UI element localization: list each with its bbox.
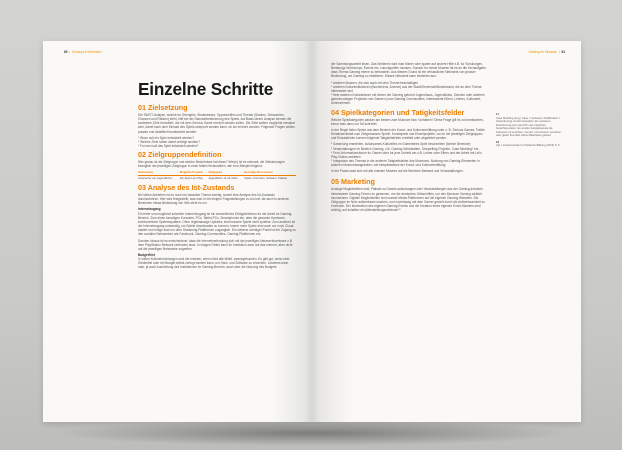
matrix-cell: Ein Spiel Let's Play [179, 176, 203, 180]
netzwerk-item: * freie anderen Kulturakteure mit denen der Gaming gebuhrt Jugendhaus, Jugendklubs, Schulen oder anderen gemeinnutzigen Projekten von Gamern (zum Gaming-Communities, interessierte Eltern, Lehrers, Kulturamt, Unternehmen. [331, 93, 485, 106]
matrix-cell: Ansprache von Jugendlichen [138, 176, 173, 180]
matrix-header: Zielsetzung [138, 171, 180, 176]
page-title: Einzelne Schritte [138, 79, 274, 99]
footnote-marker: 18 [496, 140, 499, 144]
magazine-spread [43, 41, 581, 422]
taetigkeitsfeld-item: * Sammlung erarbeiten, kultursames Kulturelles im Game/eines Spiel beschreiben (kleine/ Bereiche) [331, 142, 471, 147]
internetzugang-text: Ein freier und moglichst schneller Internetzugang ist ein wesentliches Erfolgskriterium fur die Arbeit im Gaming-Bereich. Zum einen benotigen Konsolen, PCs, Tablet-PCs, Smartphones etc. aber die gesamte Hardware, kontinuierliche Systemupdates. Ohne regelmassige Updates, sind manche Spiele nicht spielbar. Zum anderen ist der Internetzugang notwendig, um Spiele downloaden zu konnen. Immer mehr Spiele sind auch nur noch Cloud-basiert und einige sind nur uber Streaming-Plattformen zuganglich. Ein weiterer wichtiger Punkt ist der Zugang zu den sozialen Netzwerken wie Facebook, Gaming-Communities, Gaming-Plattformen etc. [138, 211, 296, 237]
netzwerk-item: * anderen Kulturinstitutionen (Bucheriens, Archive) aus der Stadt/Gemeinde/Bundesland, die an dem Thema interessiert sind [331, 84, 482, 93]
section-heading-marketing: 05 Marketing [331, 177, 375, 187]
right-column [331, 62, 489, 214]
budgetfrist-text: In vielen Kultureinrichtungen sind die meisten, wenn nicht alle Mittel, zweckgebunden. Es gibt gut, wenn uber Geldmittel oder ein Budget selbst verfugt werden kann, um Hard- und Software zu erwerben. Letzteres kann man, ja auch Ausrichtung des Institutionen im Gaming-Bereich, auch uber die Nutzung des Budgets [138, 257, 290, 270]
matrix-header: Mogliche Projekte [180, 171, 208, 176]
taetigkeitsfeld-item: * Integration des Themas in die anderen Tatigkeitsfelder des Museums: Nutzung von Gaming-Elementen in anderen Museumsangeboten, wie beispielsweise der Kunst- und Kulturvermittlung [331, 158, 480, 168]
taetigkeitsfeld-item: * Veranstaltungen im Bereich Gaming, z.B. Gaming-Werkstatten, Storytelling-Projekte, Case Modding* etc. [331, 146, 480, 151]
marketing-text: Analoge Moglichkeiten sind: Plakate zu Games aufzuhangen oder Veranstaltungen aus der Gaming-Industrie, interessierte Gaming-Firmen zu gewinnen, um die deutschen Zeitschriften, um den Museum Gaming wirklich einzusetzen. Digitale Moglichkeiten sind soziale Media-Plattformen auf die eigenen Gaming Websites. Die Zielgruppe im Netz aufmerksam machen, und zuverlassig mit dem Gamer gezielt durch die Aufmerksamkeit zu erreichen. Der Moderation des eigenen Gaming-Events und die Kreation eines eigenen Event-Namens sind wichtig, auf schaffen ein Alleinstellungsmerkmal.** [331, 187, 485, 213]
zielgruppe-text: Wer genau ist die Zielgruppe und welche Bedurfnisse hat diese? Wer(n) ist es relevant, die Zielsetzungen bezuglich der jeweiligen Zielgruppe in einer Matrix festzuhalten, wie zum Beispiel folgend: [138, 160, 285, 169]
zielsetzung-question: * Fur wen soll das Spiel entwickelt werden? [138, 144, 199, 149]
matrix-header: Zielgruppe [208, 171, 244, 176]
left-running-head: 60 | Konzept & Methoden [64, 50, 102, 54]
netzwerk-text: Daruber hinaus ist es entscheidend, dass die Internetverbindung sich mit der jeweiligen Netzwerkhardware z.B. dem PlayStation Network verbinden lasst. In einigen Fallen kann Ihr Institution zwar auf das Internet, aber nicht auf die jeweiligen Netzwerke zugreifen. [138, 238, 293, 251]
right-running-head-title: Gaming im Museum [528, 50, 558, 54]
sidenote [496, 141, 562, 148]
footnote-marker: 17 [496, 113, 499, 116]
analyse-text: Bei vielen Anbietern ist es noch nie dasselbe Thema wichtig, soweit eine Analyse des Ist-Zustands durchzufuhren. Hier wird festgestellt, was man in mit einigen Fragestellungen zu tun hat, die auch in anderen Bereichen etwas Bedeutung hat. Wie steht es um [138, 192, 290, 206]
right-page-number: 61 [561, 50, 565, 54]
left-running-head-title: Konzept & Methoden [71, 50, 102, 54]
left-page-number: 60 [64, 50, 68, 54]
section-heading-zielsetzung: 01 Zielsetzung [138, 103, 188, 112]
matrix-cell: Jugendliche 14-19 Jahre [208, 176, 238, 180]
matrix-header: Benotigte Ressourcen [244, 171, 296, 176]
section-heading-spielkategorien: 04 Spielkategorien und Tatigkeitsfelder [331, 107, 465, 117]
netzwerk-continued-text: der Sammlungsarbeit lesen. Das Weiterein wird man frisher oder spater auf andere Hilfe z.B. fur Schulungen, Beratungs-Workshops, Events etc. zuruckgreifen mussen. Sonach fur meine Museen ist es an die Kernaufgabe, dass Thema Gaming ebene zu behandeln. Aus diesem Grund ist ein verlasslicher Netzwerk von grosser Bedeutung, um Gaming zu etablieren. Dieses Netzwerk kann bestehen aus: [331, 62, 487, 79]
matrix-row [138, 175, 296, 180]
zielsetzung-text: Die SWOT-Analyse, welche fur Strengths, Weaknesses, Opportunities und Threats (Starken, Schwachen, Chancen und Risiken) steht, hilft bei der Standortbestimmung des Spiels. Auf Basis dieser Analyse werden die konkreten Ziele formuliert, die mit dem Serious Game erreicht werden sollen. Die Ziele sollten moglichst messbar sein, damit nach dem Einsatz des Spiels uberpruft werden kann, ob sie erreicht wurden. Folgende Fragen sollten prazise und detailliert beantwortet werden: [138, 113, 296, 134]
sidenote [496, 113, 562, 138]
footnote-text: Vgl. Landeszentrale fur Politische Bildung (2016) S. 6 [496, 144, 560, 147]
spielkategorien-after-text: In der Praxis lasst sich mit alle meisten Museen auf die Bereiche Bestand und Veranstaltungen. [331, 169, 464, 174]
zielgruppen-matrix [138, 171, 296, 180]
left-column [138, 104, 296, 272]
taetigkeitsfeld-item: * Fern-/Informationsforum fur Gamer oder fur jene Umfeld am z.B. Lehrer oder Eltern und der Arbeit mit Let's Play-Videos anbieten [331, 150, 482, 159]
footnote-text: Case Modding (eng.) Case = Gehause. Modification = Veranderung) ist das Verandern der ausseren Erscheinung einer des PCs aus optischen Gesichtspunkten. Es werden beispielsweise die Gehause mit Leuchten, bemalt, mit Fenstern versehen oder gleich komplett selbst Materialien gebaut. [496, 116, 561, 137]
right-running-head: Gaming im Museum | 61 [528, 50, 565, 54]
subsection-label-internetzugang: Internetzugang [138, 207, 161, 212]
book-shadow [52, 420, 572, 446]
matrix-cell: Spiele, Konsolen, Software, Plakate [244, 176, 288, 180]
spielkategorien-text: In der Regel fallen Spiele aus dem Bereich der Kunst- und Kulturvermittlung unter z. B. Serious Games, Trailer, Kreativwerkstatt zum Zeitgemasses Spiele, Kunstspiele und Einzelprojekte, wo fur die jeweiligen Zielgruppen- und Einsatzfelder konnen folgende Tatigkeitsfelder ermittelt oder abgeleitet werden: [331, 127, 486, 141]
left-page [43, 41, 312, 422]
section-heading-analyse: 03 Analyse des Ist-Zustands [138, 182, 235, 192]
spielkategorien-text: Welche Spielkategorien passen am besten zum Museum bzw. Vorhaben? Diese Frage gilt es zu beantworten, bevor man dazu zur Tat schreitet. [331, 117, 484, 126]
zielsetzung-question: * Welche Ziele sollen damit verfolgt werden? [138, 139, 200, 144]
subsection-label-budgetfrist: Budgetfrist [138, 253, 155, 257]
right-page [312, 41, 581, 422]
zielsetzung-question: * Wozu soll ein Spiel entwickelt werden? [138, 135, 195, 140]
section-heading-zielgruppendefinition: 02 Zielgruppendefinition [138, 150, 222, 160]
sidenotes [496, 113, 562, 151]
netzwerk-item: * anderen Museen, die sich auch mit dem Thema beschaftigen [331, 80, 419, 85]
